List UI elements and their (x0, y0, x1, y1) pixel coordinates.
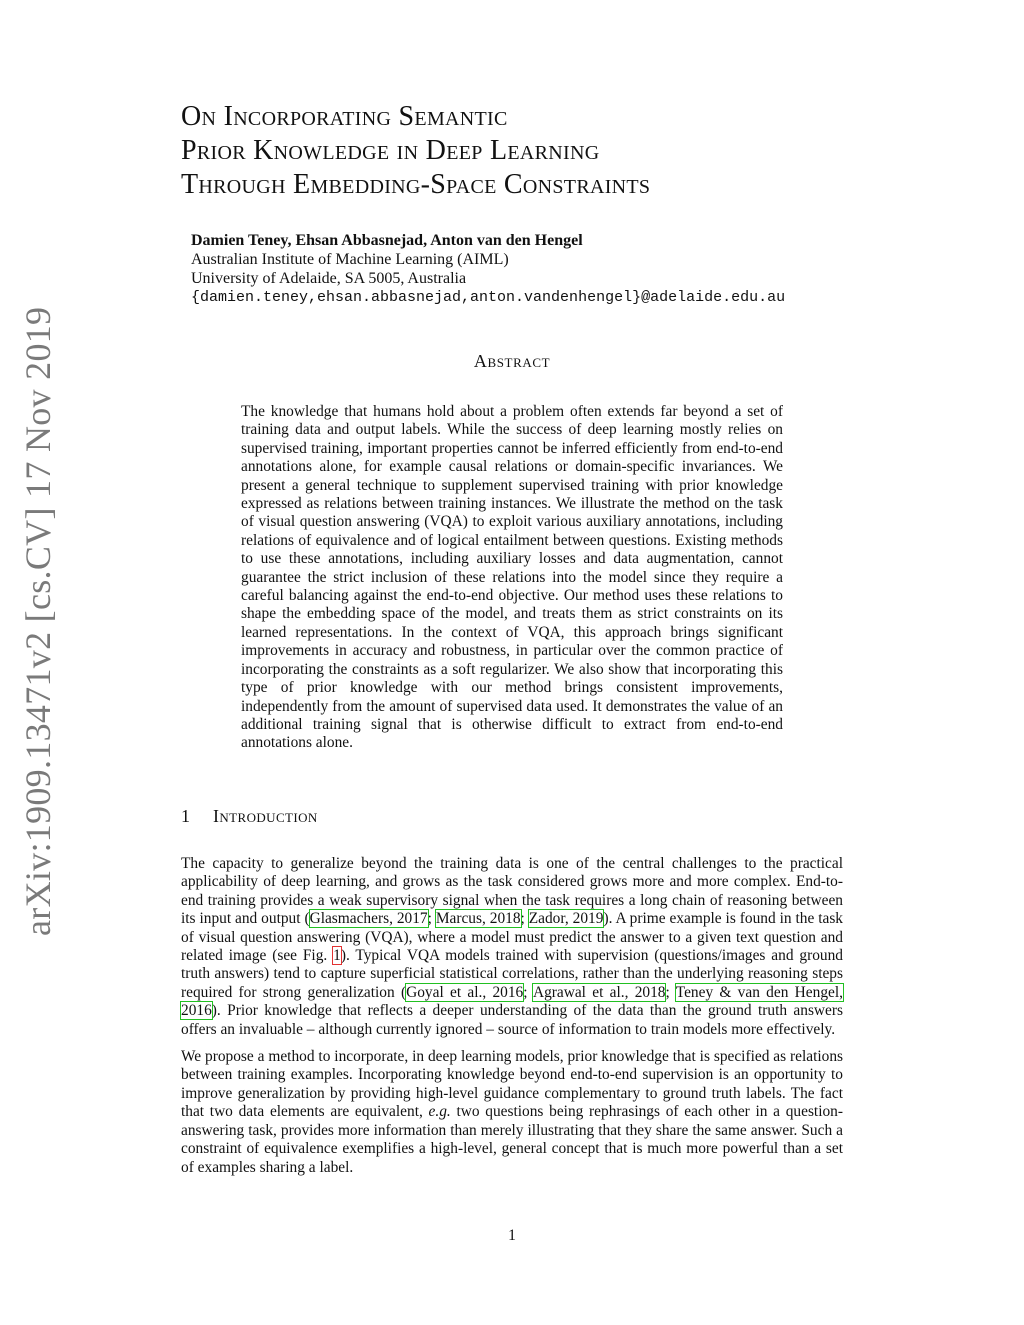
figure-reference-link[interactable]: 1 (333, 947, 341, 965)
abstract-body: The knowledge that humans hold about a problem often extends far beyond a set of training data and output labels. While the success of deep learning mostly relies on supervised training, important properties cannot be inferred efficiently from end-to-end annotations alone, for example causal relations or domain-specific invariances. We present a general technique to supplement supervised training with prior knowledge expressed as relations between training instances. We illustrate the method on the task of visual question answering (VQA) to exploit various auxiliary annotations, including relations of equivalence and of logical entailment between questions. Existing methods to use these annotations, including auxiliary losses and data augmentation, cannot guarantee the strict inclusion of these relations into the model since they require a careful balancing against the end-to-end objective. Our method uses these relations to shape the embedding space of the model, and treats them as strict constraints on its learned representations. In the context of VQA, this approach brings significant improvements in accuracy and robustness, in particular over the common practice of incorporating the constraints as a soft regularizer. We also show that incorporating this type of prior knowledge with our method brings consistent improvements, independently from the amount of supervised data used. It demonstrates the value of an additional training signal that is otherwise difficult to extract from end-to-end annotations alone. (241, 403, 783, 752)
intro-text: ). A prime example is found in the task of visual question answering (VQA), where a model must predict the answer to a given text question and related image (see Fig. (181, 910, 843, 965)
page-number: 1 (508, 1227, 516, 1244)
intro-paragraph-2 (181, 1048, 843, 1177)
citation-separator: ; (665, 983, 676, 1001)
section-title: Introduction (213, 806, 318, 826)
intro-text: ). Prior knowledge that reflects a deeper understanding of the data than the ground truth answers offers an invaluable – although currently ignored – source of information to train models more effectively. (181, 1002, 843, 1038)
citation-link[interactable]: Agrawal et al., 2018 (532, 983, 666, 1001)
citation-link[interactable]: Goyal et al., 2016 (406, 983, 524, 1001)
affiliation-university: University of Adelaide, SA 5005, Australia (191, 270, 467, 287)
citation-link[interactable]: Teney & van den Hengel, 2016 (181, 983, 843, 1020)
section-number: 1 (181, 806, 191, 826)
affiliation-institute: Australian Institute of Machine Learning (AIML) (191, 251, 509, 268)
author-block (191, 231, 891, 307)
intro-text: We propose a method to incorporate, in deep learning models, prior knowledge that is specified as relations between training examples. Incorporating knowledge beyond end-to-end supervision is an opportunity to improve generalization by providing high-level guidance complementary to ground truth labels. The fact that two data elements are equivalent, (181, 1048, 843, 1121)
intro-text: two questions being rephrasings of each other in a question-answering task, provides more information than merely illustrating that they share the same answer. Such a constraint of equivalence exemplifies a high-level, general concept that is much more powerful than a set of examples sharing a label. (181, 1103, 843, 1176)
author-names: Damien Teney, Ehsan Abbasnejad, Anton van den Hengel (191, 232, 583, 249)
citation-link[interactable]: Glasmachers, 2017 (309, 910, 428, 928)
title-line-1: On Incorporating Semantic (181, 101, 508, 132)
citation-link[interactable]: Marcus, 2018 (435, 910, 521, 928)
intro-paragraph-1 (181, 855, 843, 1039)
abstract-heading: Abstract (473, 351, 551, 371)
paper-title (181, 100, 861, 202)
arxiv-identifier-stamp: arXiv:1909.13471v2 [cs.CV] 17 Nov 2019 (18, 306, 58, 936)
citation-separator: ; (427, 910, 436, 928)
title-line-2: Prior Knowledge in Deep Learning (181, 135, 600, 166)
emphasis-eg: e.g. (428, 1103, 451, 1121)
citation-separator: ; (523, 983, 533, 1001)
citation-separator: ; (520, 910, 529, 928)
author-emails: {damien.teney,ehsan.abbasnejad,anton.vandenhengel}@adelaide.edu.au (191, 289, 786, 306)
intro-text: ). Typical VQA models trained with supervision (questions/images and ground truth answers) tend to capture superficial statistical correlations, rather than the underlying reasoning steps required for strong generalization ( (181, 947, 843, 1001)
introduction-body (181, 855, 843, 1186)
intro-text: The capacity to generalize beyond the training data is one of the central challenges to the practical applicability of deep learning, and grows as the task considered grows more and more complex. End-to-end training provides a weak supervisory signal when the task requires a long chain of reasoning between its input and output ( (181, 855, 843, 928)
section-heading-introduction (181, 806, 318, 827)
title-line-3: Through Embedding-Space Constraints (181, 169, 651, 200)
citation-link[interactable]: Zador, 2019 (528, 910, 604, 928)
